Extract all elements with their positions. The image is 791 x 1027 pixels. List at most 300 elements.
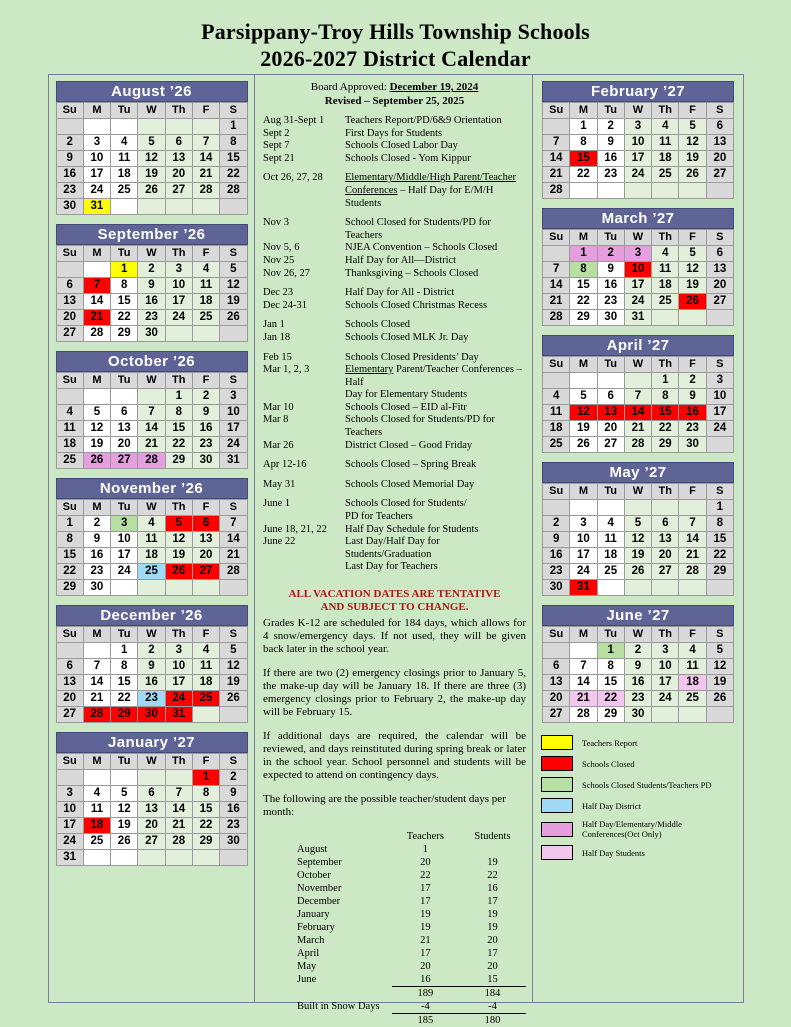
- day-cell[interactable]: 7: [192, 135, 219, 151]
- day-cell[interactable]: 24: [165, 691, 192, 707]
- day-cell[interactable]: 8: [165, 405, 192, 421]
- day-cell[interactable]: 3: [706, 373, 733, 389]
- day-cell[interactable]: 30: [56, 199, 83, 215]
- day-cell[interactable]: 17: [624, 278, 651, 294]
- day-cell[interactable]: 23: [220, 818, 247, 834]
- day-cell[interactable]: 17: [165, 294, 192, 310]
- day-cell[interactable]: 9: [597, 262, 624, 278]
- day-cell[interactable]: 2: [679, 373, 706, 389]
- day-cell[interactable]: 25: [192, 691, 219, 707]
- day-cell[interactable]: 5: [679, 246, 706, 262]
- day-cell[interactable]: 15: [570, 151, 597, 167]
- day-cell[interactable]: 26: [679, 167, 706, 183]
- day-cell[interactable]: 30: [220, 834, 247, 850]
- day-cell[interactable]: 1: [111, 262, 138, 278]
- day-cell[interactable]: 8: [570, 262, 597, 278]
- day-cell[interactable]: 12: [220, 278, 247, 294]
- day-cell[interactable]: 31: [220, 453, 247, 469]
- day-cell[interactable]: 20: [56, 691, 83, 707]
- day-cell[interactable]: 24: [652, 691, 679, 707]
- day-cell[interactable]: 20: [706, 151, 733, 167]
- day-cell[interactable]: 7: [138, 405, 165, 421]
- day-cell[interactable]: 4: [543, 389, 570, 405]
- day-cell[interactable]: 24: [624, 167, 651, 183]
- day-cell[interactable]: 8: [652, 389, 679, 405]
- day-cell[interactable]: 8: [220, 135, 247, 151]
- day-cell[interactable]: 25: [652, 294, 679, 310]
- day-cell[interactable]: 11: [192, 278, 219, 294]
- day-cell[interactable]: 6: [597, 389, 624, 405]
- day-cell[interactable]: 1: [111, 643, 138, 659]
- day-cell[interactable]: 6: [706, 246, 733, 262]
- day-cell[interactable]: 13: [138, 802, 165, 818]
- day-cell[interactable]: 30: [679, 437, 706, 453]
- day-cell[interactable]: 28: [570, 707, 597, 723]
- day-cell[interactable]: 17: [220, 421, 247, 437]
- day-cell[interactable]: 4: [679, 643, 706, 659]
- day-cell[interactable]: 21: [165, 818, 192, 834]
- day-cell[interactable]: 1: [192, 770, 219, 786]
- day-cell[interactable]: 20: [652, 548, 679, 564]
- day-cell[interactable]: 16: [56, 167, 83, 183]
- day-cell[interactable]: 4: [83, 786, 110, 802]
- day-cell[interactable]: 27: [706, 167, 733, 183]
- day-cell[interactable]: 21: [543, 167, 570, 183]
- day-cell[interactable]: 29: [597, 707, 624, 723]
- day-cell[interactable]: 29: [570, 310, 597, 326]
- day-cell[interactable]: 31: [570, 580, 597, 596]
- day-cell[interactable]: 15: [111, 294, 138, 310]
- day-cell[interactable]: 13: [543, 675, 570, 691]
- day-cell[interactable]: 25: [597, 564, 624, 580]
- day-cell[interactable]: 5: [220, 643, 247, 659]
- day-cell[interactable]: 29: [111, 326, 138, 342]
- day-cell[interactable]: 14: [83, 675, 110, 691]
- day-cell[interactable]: 26: [220, 691, 247, 707]
- day-cell[interactable]: 16: [138, 675, 165, 691]
- day-cell[interactable]: 12: [679, 135, 706, 151]
- day-cell[interactable]: 6: [56, 278, 83, 294]
- day-cell[interactable]: 30: [597, 310, 624, 326]
- day-cell[interactable]: 31: [56, 850, 83, 866]
- day-cell[interactable]: 13: [706, 135, 733, 151]
- day-cell[interactable]: 9: [56, 151, 83, 167]
- day-cell[interactable]: 1: [165, 389, 192, 405]
- day-cell[interactable]: 28: [83, 707, 110, 723]
- day-cell[interactable]: 9: [192, 405, 219, 421]
- day-cell[interactable]: 11: [83, 802, 110, 818]
- day-cell[interactable]: 16: [220, 802, 247, 818]
- day-cell[interactable]: 25: [679, 691, 706, 707]
- day-cell[interactable]: 16: [679, 405, 706, 421]
- day-cell[interactable]: 5: [624, 516, 651, 532]
- day-cell[interactable]: 20: [543, 691, 570, 707]
- day-cell[interactable]: 29: [652, 437, 679, 453]
- day-cell[interactable]: 23: [543, 564, 570, 580]
- day-cell[interactable]: 26: [220, 310, 247, 326]
- day-cell[interactable]: 14: [570, 675, 597, 691]
- day-cell[interactable]: 20: [111, 437, 138, 453]
- day-cell[interactable]: 13: [652, 532, 679, 548]
- day-cell[interactable]: 16: [624, 675, 651, 691]
- day-cell[interactable]: 22: [706, 548, 733, 564]
- day-cell[interactable]: 19: [624, 548, 651, 564]
- day-cell[interactable]: 27: [56, 707, 83, 723]
- day-cell[interactable]: 28: [83, 326, 110, 342]
- day-cell[interactable]: 7: [679, 516, 706, 532]
- day-cell[interactable]: 13: [165, 151, 192, 167]
- day-cell[interactable]: 1: [570, 246, 597, 262]
- day-cell[interactable]: 11: [597, 532, 624, 548]
- day-cell[interactable]: 23: [624, 691, 651, 707]
- day-cell[interactable]: 27: [192, 564, 219, 580]
- day-cell[interactable]: 7: [165, 786, 192, 802]
- day-cell[interactable]: 11: [652, 262, 679, 278]
- day-cell[interactable]: 17: [56, 818, 83, 834]
- day-cell[interactable]: 15: [165, 421, 192, 437]
- day-cell[interactable]: 4: [138, 516, 165, 532]
- day-cell[interactable]: 10: [570, 532, 597, 548]
- day-cell[interactable]: 24: [624, 294, 651, 310]
- day-cell[interactable]: 13: [192, 532, 219, 548]
- day-cell[interactable]: 26: [138, 183, 165, 199]
- day-cell[interactable]: 26: [111, 834, 138, 850]
- day-cell[interactable]: 1: [652, 373, 679, 389]
- day-cell[interactable]: 30: [624, 707, 651, 723]
- day-cell[interactable]: 22: [652, 421, 679, 437]
- day-cell[interactable]: 12: [706, 659, 733, 675]
- day-cell[interactable]: 20: [597, 421, 624, 437]
- day-cell[interactable]: 29: [165, 453, 192, 469]
- day-cell[interactable]: 5: [111, 786, 138, 802]
- day-cell[interactable]: 11: [56, 421, 83, 437]
- day-cell[interactable]: 25: [652, 167, 679, 183]
- day-cell[interactable]: 22: [570, 294, 597, 310]
- day-cell[interactable]: 18: [652, 151, 679, 167]
- day-cell[interactable]: 2: [220, 770, 247, 786]
- day-cell[interactable]: 29: [111, 707, 138, 723]
- day-cell[interactable]: 16: [192, 421, 219, 437]
- day-cell[interactable]: 30: [83, 580, 110, 596]
- day-cell[interactable]: 26: [706, 691, 733, 707]
- day-cell[interactable]: 19: [138, 167, 165, 183]
- day-cell[interactable]: 18: [192, 294, 219, 310]
- day-cell[interactable]: 14: [543, 151, 570, 167]
- day-cell[interactable]: 26: [165, 564, 192, 580]
- day-cell[interactable]: 6: [652, 516, 679, 532]
- day-cell[interactable]: 2: [597, 119, 624, 135]
- day-cell[interactable]: 31: [83, 199, 110, 215]
- day-cell[interactable]: 24: [56, 834, 83, 850]
- day-cell[interactable]: 5: [706, 643, 733, 659]
- day-cell[interactable]: 7: [543, 135, 570, 151]
- day-cell[interactable]: 3: [570, 516, 597, 532]
- day-cell[interactable]: 3: [165, 262, 192, 278]
- day-cell[interactable]: 18: [543, 421, 570, 437]
- day-cell[interactable]: 17: [111, 548, 138, 564]
- day-cell[interactable]: 22: [111, 310, 138, 326]
- day-cell[interactable]: 15: [220, 151, 247, 167]
- day-cell[interactable]: 21: [83, 691, 110, 707]
- day-cell[interactable]: 7: [83, 278, 110, 294]
- day-cell[interactable]: 18: [597, 548, 624, 564]
- day-cell[interactable]: 25: [83, 834, 110, 850]
- day-cell[interactable]: 3: [624, 246, 651, 262]
- day-cell[interactable]: 9: [543, 532, 570, 548]
- day-cell[interactable]: 19: [83, 437, 110, 453]
- day-cell[interactable]: 16: [83, 548, 110, 564]
- day-cell[interactable]: 16: [597, 151, 624, 167]
- day-cell[interactable]: 10: [165, 659, 192, 675]
- day-cell[interactable]: 11: [679, 659, 706, 675]
- day-cell[interactable]: 2: [56, 135, 83, 151]
- day-cell[interactable]: 17: [570, 548, 597, 564]
- day-cell[interactable]: 25: [543, 437, 570, 453]
- day-cell[interactable]: 12: [83, 421, 110, 437]
- day-cell[interactable]: 14: [192, 151, 219, 167]
- day-cell[interactable]: 14: [679, 532, 706, 548]
- day-cell[interactable]: 9: [679, 389, 706, 405]
- day-cell[interactable]: 3: [624, 119, 651, 135]
- day-cell[interactable]: 22: [111, 691, 138, 707]
- day-cell[interactable]: 23: [192, 437, 219, 453]
- day-cell[interactable]: 26: [624, 564, 651, 580]
- day-cell[interactable]: 2: [624, 643, 651, 659]
- day-cell[interactable]: 22: [570, 167, 597, 183]
- day-cell[interactable]: 17: [652, 675, 679, 691]
- day-cell[interactable]: 19: [165, 548, 192, 564]
- day-cell[interactable]: 5: [679, 119, 706, 135]
- day-cell[interactable]: 6: [192, 516, 219, 532]
- day-cell[interactable]: 12: [624, 532, 651, 548]
- day-cell[interactable]: 17: [706, 405, 733, 421]
- day-cell[interactable]: 13: [111, 421, 138, 437]
- day-cell[interactable]: 2: [597, 246, 624, 262]
- day-cell[interactable]: 17: [624, 151, 651, 167]
- day-cell[interactable]: 10: [83, 151, 110, 167]
- day-cell[interactable]: 3: [111, 516, 138, 532]
- day-cell[interactable]: 30: [138, 707, 165, 723]
- day-cell[interactable]: 28: [165, 834, 192, 850]
- day-cell[interactable]: 21: [192, 167, 219, 183]
- day-cell[interactable]: 10: [624, 262, 651, 278]
- day-cell[interactable]: 24: [220, 437, 247, 453]
- day-cell[interactable]: 3: [56, 786, 83, 802]
- day-cell[interactable]: 19: [679, 278, 706, 294]
- day-cell[interactable]: 12: [220, 659, 247, 675]
- day-cell[interactable]: 6: [706, 119, 733, 135]
- day-cell[interactable]: 24: [111, 564, 138, 580]
- day-cell[interactable]: 17: [83, 167, 110, 183]
- day-cell[interactable]: 14: [220, 532, 247, 548]
- day-cell[interactable]: 19: [706, 675, 733, 691]
- day-cell[interactable]: 20: [165, 167, 192, 183]
- day-cell[interactable]: 12: [165, 532, 192, 548]
- day-cell[interactable]: 12: [138, 151, 165, 167]
- day-cell[interactable]: 18: [138, 548, 165, 564]
- day-cell[interactable]: 10: [111, 532, 138, 548]
- day-cell[interactable]: 24: [706, 421, 733, 437]
- day-cell[interactable]: 11: [652, 135, 679, 151]
- day-cell[interactable]: 29: [192, 834, 219, 850]
- day-cell[interactable]: 11: [138, 532, 165, 548]
- day-cell[interactable]: 2: [83, 516, 110, 532]
- day-cell[interactable]: 23: [83, 564, 110, 580]
- day-cell[interactable]: 28: [138, 453, 165, 469]
- day-cell[interactable]: 7: [570, 659, 597, 675]
- day-cell[interactable]: 16: [543, 548, 570, 564]
- day-cell[interactable]: 1: [597, 643, 624, 659]
- day-cell[interactable]: 27: [56, 326, 83, 342]
- day-cell[interactable]: 27: [543, 707, 570, 723]
- day-cell[interactable]: 2: [138, 262, 165, 278]
- day-cell[interactable]: 23: [56, 183, 83, 199]
- day-cell[interactable]: 2: [138, 643, 165, 659]
- day-cell[interactable]: 27: [706, 294, 733, 310]
- day-cell[interactable]: 29: [706, 564, 733, 580]
- day-cell[interactable]: 8: [111, 659, 138, 675]
- day-cell[interactable]: 14: [138, 421, 165, 437]
- day-cell[interactable]: 6: [138, 786, 165, 802]
- day-cell[interactable]: 1: [56, 516, 83, 532]
- day-cell[interactable]: 3: [220, 389, 247, 405]
- day-cell[interactable]: 4: [652, 246, 679, 262]
- day-cell[interactable]: 15: [192, 802, 219, 818]
- day-cell[interactable]: 14: [624, 405, 651, 421]
- day-cell[interactable]: 31: [165, 707, 192, 723]
- day-cell[interactable]: 14: [83, 294, 110, 310]
- day-cell[interactable]: 14: [165, 802, 192, 818]
- day-cell[interactable]: 7: [624, 389, 651, 405]
- day-cell[interactable]: 15: [597, 675, 624, 691]
- day-cell[interactable]: 1: [570, 119, 597, 135]
- day-cell[interactable]: 10: [56, 802, 83, 818]
- day-cell[interactable]: 5: [165, 516, 192, 532]
- day-cell[interactable]: 21: [570, 691, 597, 707]
- day-cell[interactable]: 5: [138, 135, 165, 151]
- day-cell[interactable]: 4: [597, 516, 624, 532]
- day-cell[interactable]: 13: [56, 675, 83, 691]
- day-cell[interactable]: 2: [192, 389, 219, 405]
- day-cell[interactable]: 26: [679, 294, 706, 310]
- day-cell[interactable]: 18: [111, 167, 138, 183]
- day-cell[interactable]: 10: [220, 405, 247, 421]
- day-cell[interactable]: 22: [56, 564, 83, 580]
- day-cell[interactable]: 27: [138, 834, 165, 850]
- day-cell[interactable]: 16: [138, 294, 165, 310]
- day-cell[interactable]: 23: [597, 294, 624, 310]
- day-cell[interactable]: 28: [220, 564, 247, 580]
- day-cell[interactable]: 22: [220, 167, 247, 183]
- day-cell[interactable]: 18: [679, 675, 706, 691]
- day-cell[interactable]: 6: [543, 659, 570, 675]
- day-cell[interactable]: 29: [56, 580, 83, 596]
- day-cell[interactable]: 3: [652, 643, 679, 659]
- day-cell[interactable]: 19: [679, 151, 706, 167]
- day-cell[interactable]: 23: [679, 421, 706, 437]
- day-cell[interactable]: 13: [597, 405, 624, 421]
- day-cell[interactable]: 21: [679, 548, 706, 564]
- day-cell[interactable]: 22: [597, 691, 624, 707]
- day-cell[interactable]: 19: [220, 294, 247, 310]
- day-cell[interactable]: 10: [652, 659, 679, 675]
- day-cell[interactable]: 7: [220, 516, 247, 532]
- day-cell[interactable]: 19: [111, 818, 138, 834]
- day-cell[interactable]: 16: [597, 278, 624, 294]
- day-cell[interactable]: 15: [652, 405, 679, 421]
- day-cell[interactable]: 14: [543, 278, 570, 294]
- day-cell[interactable]: 28: [679, 564, 706, 580]
- day-cell[interactable]: 28: [192, 183, 219, 199]
- day-cell[interactable]: 5: [83, 405, 110, 421]
- day-cell[interactable]: 6: [56, 659, 83, 675]
- day-cell[interactable]: 28: [543, 310, 570, 326]
- day-cell[interactable]: 13: [706, 262, 733, 278]
- day-cell[interactable]: 20: [138, 818, 165, 834]
- day-cell[interactable]: 11: [543, 405, 570, 421]
- day-cell[interactable]: 25: [138, 564, 165, 580]
- day-cell[interactable]: 18: [652, 278, 679, 294]
- day-cell[interactable]: 12: [679, 262, 706, 278]
- day-cell[interactable]: 3: [83, 135, 110, 151]
- day-cell[interactable]: 6: [111, 405, 138, 421]
- day-cell[interactable]: 15: [570, 278, 597, 294]
- day-cell[interactable]: 9: [83, 532, 110, 548]
- day-cell[interactable]: 9: [138, 659, 165, 675]
- day-cell[interactable]: 9: [138, 278, 165, 294]
- day-cell[interactable]: 28: [624, 437, 651, 453]
- day-cell[interactable]: 4: [652, 119, 679, 135]
- day-cell[interactable]: 30: [138, 326, 165, 342]
- day-cell[interactable]: 12: [570, 405, 597, 421]
- day-cell[interactable]: 10: [165, 278, 192, 294]
- day-cell[interactable]: 27: [165, 183, 192, 199]
- day-cell[interactable]: 23: [597, 167, 624, 183]
- day-cell[interactable]: 19: [220, 675, 247, 691]
- day-cell[interactable]: 7: [543, 262, 570, 278]
- day-cell[interactable]: 4: [192, 262, 219, 278]
- day-cell[interactable]: 8: [706, 516, 733, 532]
- day-cell[interactable]: 26: [570, 437, 597, 453]
- day-cell[interactable]: 27: [111, 453, 138, 469]
- day-cell[interactable]: 15: [56, 548, 83, 564]
- day-cell[interactable]: 6: [165, 135, 192, 151]
- day-cell[interactable]: 30: [192, 453, 219, 469]
- day-cell[interactable]: 7: [83, 659, 110, 675]
- day-cell[interactable]: 10: [624, 135, 651, 151]
- day-cell[interactable]: 3: [165, 643, 192, 659]
- day-cell[interactable]: 10: [706, 389, 733, 405]
- day-cell[interactable]: 18: [83, 818, 110, 834]
- day-cell[interactable]: 18: [56, 437, 83, 453]
- day-cell[interactable]: 21: [220, 548, 247, 564]
- day-cell[interactable]: 21: [138, 437, 165, 453]
- day-cell[interactable]: 9: [597, 135, 624, 151]
- day-cell[interactable]: 15: [111, 675, 138, 691]
- day-cell[interactable]: 25: [111, 183, 138, 199]
- day-cell[interactable]: 9: [624, 659, 651, 675]
- day-cell[interactable]: 15: [706, 532, 733, 548]
- day-cell[interactable]: 30: [543, 580, 570, 596]
- day-cell[interactable]: 24: [83, 183, 110, 199]
- day-cell[interactable]: 8: [192, 786, 219, 802]
- day-cell[interactable]: 28: [220, 183, 247, 199]
- day-cell[interactable]: 4: [111, 135, 138, 151]
- day-cell[interactable]: 13: [56, 294, 83, 310]
- day-cell[interactable]: 8: [56, 532, 83, 548]
- day-cell[interactable]: 23: [138, 691, 165, 707]
- day-cell[interactable]: 23: [138, 310, 165, 326]
